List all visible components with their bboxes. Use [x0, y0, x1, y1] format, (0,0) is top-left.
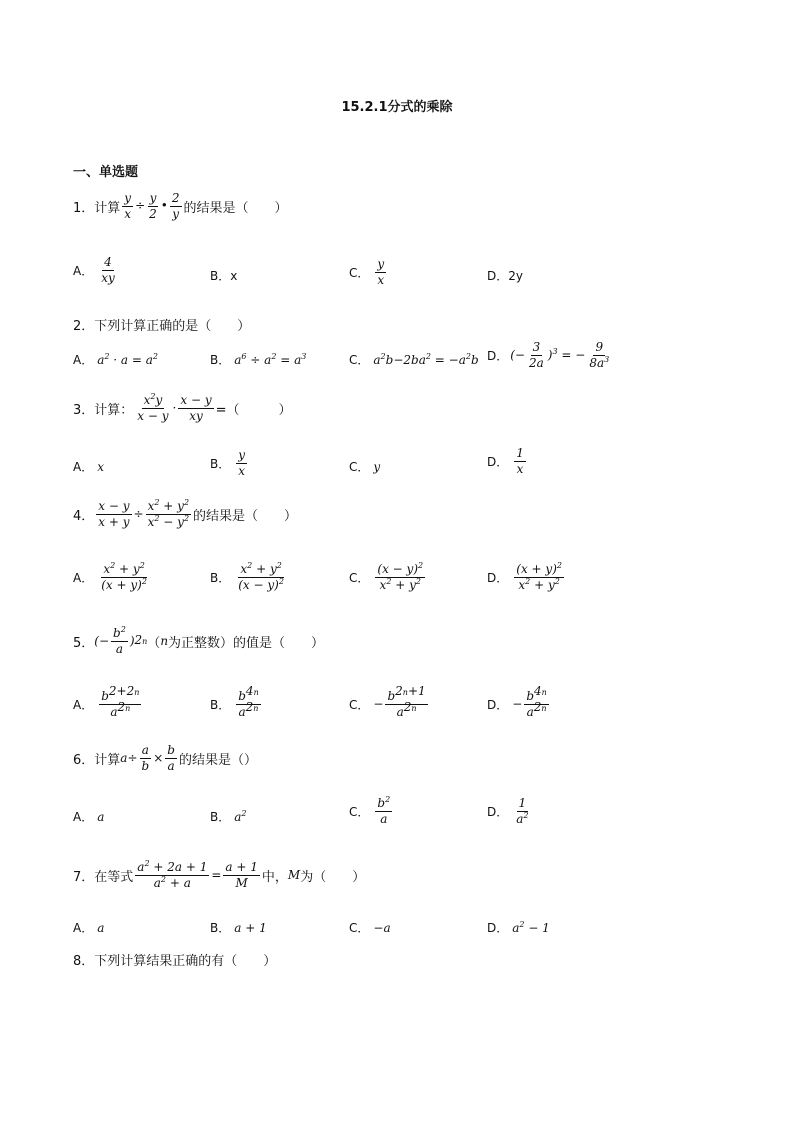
- question-7: 7．在等式 $\frac{a^2 + 2a + 1}{a^2 + a}$ = $\frac{a + 1}{M}$ 中， M 为（ ）: [73, 859, 366, 890]
- question-1-number: 1．: [73, 200, 95, 216]
- q5-option-b[interactable]: B． $\frac{b^{4n}}{a^{2n}}$: [210, 684, 259, 719]
- question-3: 3．计算： $\frac{x^2y}{x - y}$ · $\frac{x - y}{xy}$ =（ ）: [73, 392, 292, 423]
- question-4: 4． $\frac{x - y}{x + y}$ ÷ $\frac{x^2 + y^2}{x^2 - y^2}$ 的结果是（ ）: [73, 498, 298, 529]
- page-title: 15.2.1分式的乘除: [341, 100, 453, 115]
- question-3-expression: $\frac{x^2y}{x - y}$ · $\frac{x - y}{xy}$: [137, 392, 212, 423]
- q2-option-c[interactable]: C． $a^2b-2ba^2 = -a^2b$: [349, 351, 479, 367]
- q4-option-a[interactable]: A． $\frac{x^2 + y^2}{(x + y)^2}$: [73, 561, 147, 592]
- question-1-expression: $\frac{y}{x}$ ÷ $\frac{y}{2}$ • $\frac{2}{y}$: [124, 191, 180, 221]
- q2-option-a[interactable]: A． $a^2 \cdot a = a^2$: [73, 351, 159, 367]
- question-2: 2．下列计算正确的是（ ）: [73, 319, 251, 334]
- q1-option-c[interactable]: C． $\frac{y}{x}$: [349, 257, 385, 287]
- question-8: 8．下列计算结果正确的有（ ）: [73, 954, 277, 969]
- question-1: [73, 192, 288, 220]
- q4-option-c[interactable]: C． $\frac{(x - y)^2}{x^2 + y^2}$: [349, 561, 424, 592]
- q7-option-b[interactable]: B． a + 1: [210, 920, 267, 935]
- question-6-expression: a ÷ $\frac{a}{b}$ × $\frac{b}{a}$: [120, 743, 175, 773]
- q5-option-d[interactable]: D． − $\frac{b^{4n}}{a^{2n}}$: [487, 684, 547, 719]
- q1-option-b[interactable]: B．x: [210, 269, 238, 283]
- section-heading: 一、单选题: [73, 165, 139, 180]
- q6-option-a[interactable]: A． a: [73, 809, 105, 824]
- question-1-pre: 计算: [94, 200, 121, 216]
- q6-option-d[interactable]: D． $\frac{1}{a^2}$: [487, 796, 529, 826]
- question-6: 6．计算 a ÷ $\frac{a}{b}$ × $\frac{b}{a}$ 的结果是（）: [73, 743, 257, 773]
- question-4-expression: $\frac{x - y}{x + y}$ ÷ $\frac{x^2 + y^2}{x^2 - y^2}$: [98, 498, 190, 529]
- q3-option-b[interactable]: B． $\frac{y}{x}$: [210, 448, 246, 478]
- q7-option-a[interactable]: A． a: [73, 920, 105, 935]
- q5-option-c[interactable]: C． − $\frac{b^{2n+1}}{a^{2n}}$: [349, 684, 426, 719]
- question-5-expression: (− $\frac{b^2}{a}$ ) 2n: [94, 625, 148, 656]
- q1-option-a[interactable]: A． $\frac{4}{xy}$: [73, 255, 115, 285]
- q3-option-d[interactable]: D． $\frac{1}{x}$: [487, 446, 524, 476]
- question-5: 5． (− $\frac{b^2}{a}$ ) 2n （ n 为正整数）的值是（ ）: [73, 625, 325, 656]
- q7-option-d[interactable]: D． $a^2 - 1$: [487, 919, 550, 935]
- q2-option-d[interactable]: D． (− $\frac{3}{2a}$ )$^3$ = − $\frac{9}{8a^3}$: [487, 340, 610, 370]
- q1-option-d[interactable]: D．2y: [487, 269, 523, 283]
- q5-option-a[interactable]: A． $\frac{b^{2+2n}}{a^{2n}}$: [73, 684, 140, 719]
- q3-option-c[interactable]: C． y: [349, 459, 381, 474]
- q4-option-d[interactable]: D． $\frac{(x + y)^2}{x^2 + y^2}$: [487, 561, 562, 592]
- q2-option-b[interactable]: B． $a^6 \div a^2 = a^3$: [210, 351, 307, 367]
- q6-option-c[interactable]: C． $\frac{b^2}{a}$: [349, 795, 391, 826]
- q4-option-b[interactable]: B． $\frac{x^2 + y^2}{(x - y)^2}$: [210, 561, 284, 592]
- q6-option-b[interactable]: B． $a^2$: [210, 808, 247, 824]
- question-7-expression: $\frac{a^2 + 2a + 1}{a^2 + a}$ = $\frac{a + 1}{M}$: [137, 859, 258, 890]
- q3-option-a[interactable]: A． x: [73, 459, 104, 474]
- q7-option-c[interactable]: C． −a: [349, 920, 391, 935]
- question-1-post: 的结果是（ ）: [183, 200, 288, 216]
